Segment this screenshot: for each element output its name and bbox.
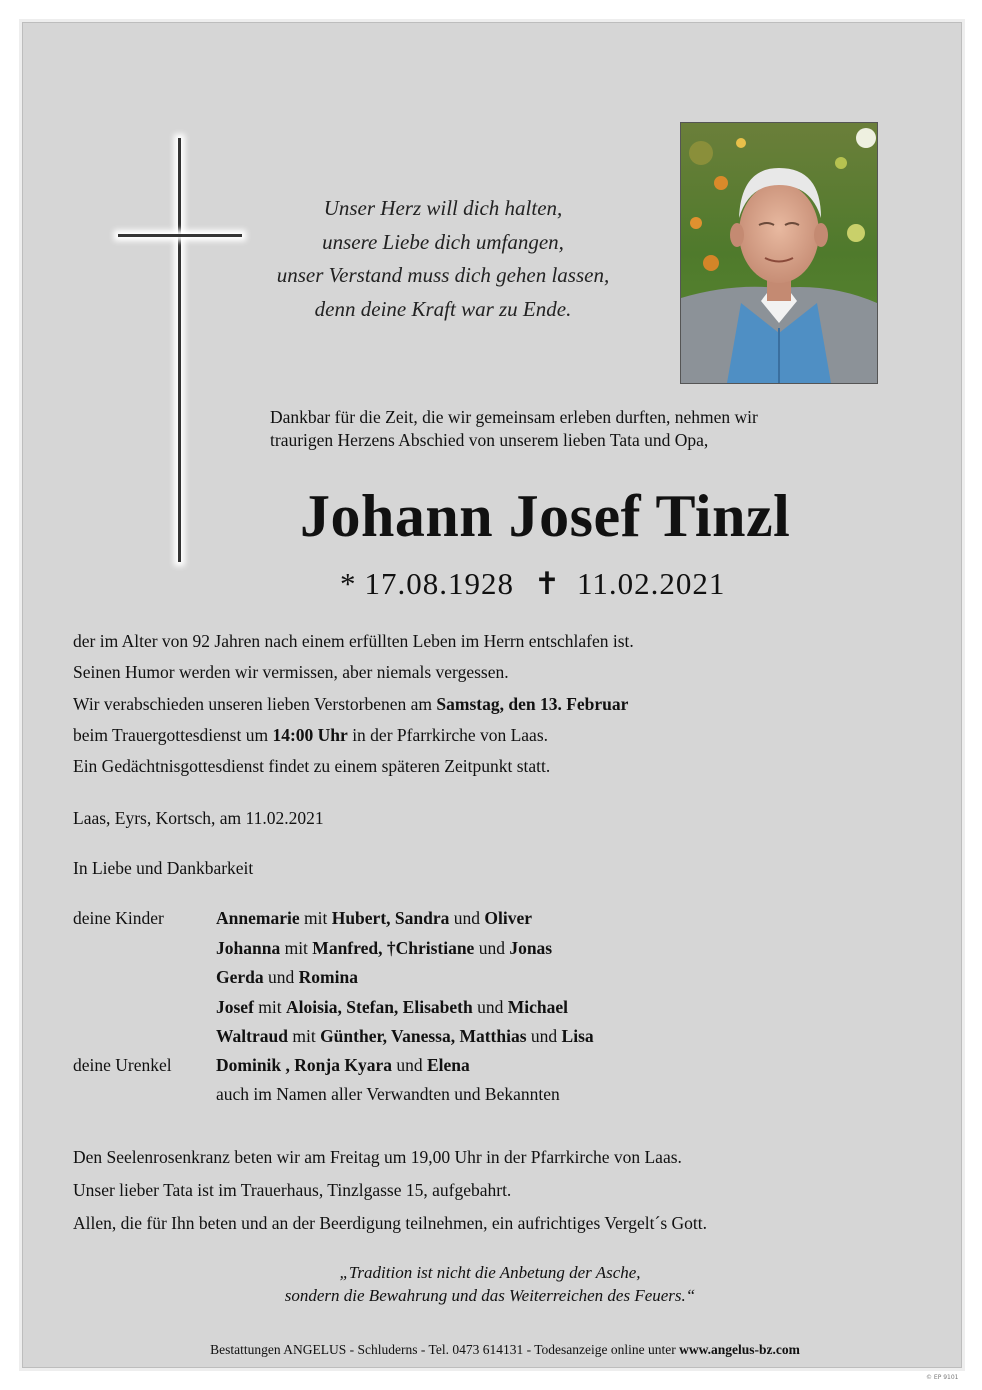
- closing-line: Den Seelenrosenkranz beten wir am Freitag um 19,00 Uhr in der Pfarrkirche von Laas.: [73, 1147, 682, 1167]
- children-label: deine Kinder: [73, 908, 164, 928]
- family-member-name: Hubert, Sandra: [331, 908, 450, 928]
- body-line: [73, 720, 893, 751]
- life-dates: [340, 566, 725, 602]
- family-line: [216, 1055, 470, 1076]
- deceased-name: Johann Josef Tinzl: [300, 483, 791, 549]
- intro-text: [270, 406, 870, 452]
- body-line: Seinen Humor werden wir vermissen, aber niemals vergessen.: [73, 662, 509, 683]
- family-member-name: Lisa: [561, 1026, 594, 1046]
- family-connector: und: [263, 967, 299, 987]
- birth-date: 17.08.1928: [364, 566, 514, 601]
- place-date: Laas, Eyrs, Kortsch, am 11.02.2021: [73, 808, 324, 828]
- death-date: 11.02.2021: [576, 566, 726, 601]
- family-connector: mit: [299, 908, 332, 928]
- family-member-name: Manfred, †Christiane: [312, 938, 475, 958]
- body-line: der im Alter von 92 Jahren nach einem erfüllten Leben im Herrn entschlafen ist.: [73, 631, 634, 651]
- poem-line: unsere Liebe dich umfangen,: [322, 229, 564, 254]
- body-text: in der Pfarrkirche von Laas.: [347, 724, 549, 745]
- family-member-name: Elena: [426, 1055, 470, 1075]
- quote-line: sondern die Bewahrung und das Weiterreichen des Feuers.“: [284, 1285, 696, 1305]
- body-text: Wir verabschieden unseren lieben Verstorbenen am: [73, 693, 437, 714]
- family-member-name: Romina: [298, 967, 358, 987]
- quote-line: „Tradition ist nicht die Anbetung der Asche,: [339, 1263, 641, 1282]
- body-line: [73, 689, 893, 720]
- death-cross-icon: ✝: [534, 566, 561, 601]
- family-connector: und: [474, 938, 510, 958]
- quote: [200, 1262, 780, 1307]
- family-line: [216, 967, 358, 988]
- poem: [230, 192, 656, 326]
- family-member-name: Waltraud: [216, 1026, 288, 1046]
- poem-line: Unser Herz will dich halten,: [323, 196, 563, 220]
- family-connector: mit: [253, 997, 286, 1017]
- footer-link[interactable]: www.angelus-bz.com: [679, 1342, 800, 1357]
- family-member-name: Josef: [216, 997, 254, 1017]
- body-line: Ein Gedächtnisgottesdienst findet zu einem späteren Zeitpunkt statt.: [73, 756, 551, 777]
- grandchildren-label: deine Urenkel: [73, 1055, 172, 1075]
- closing-line: Unser lieber Tata ist im Trauerhaus, Tinzlgasse 15, aufgebahrt.: [73, 1180, 512, 1200]
- cross-symbol: [118, 138, 242, 562]
- family-member-name: Dominik , Ronja Kyara: [216, 1055, 392, 1075]
- family-line: [216, 1026, 594, 1047]
- closing-line: Allen, die für Ihn beten und an der Beerdigung teilnehmen, ein aufrichtiges Vergelt´s Gott.: [73, 1213, 708, 1233]
- family-connector: und: [391, 1055, 427, 1075]
- poem-line: denn deine Kraft war zu Ende.: [314, 296, 572, 321]
- love-line: In Liebe und Dankbarkeit: [73, 858, 254, 878]
- copyright: © EP 9101: [926, 1374, 959, 1381]
- announcement-body: [73, 626, 893, 782]
- family-line: [216, 908, 532, 929]
- family-member-name: Michael: [507, 997, 568, 1017]
- family-member-name: Gerda: [216, 967, 264, 987]
- intro-line: traurigen Herzens Abschied von unserem lieben Tata und Opa,: [270, 430, 709, 450]
- birth-symbol: *: [340, 566, 357, 601]
- family-line: [216, 997, 568, 1018]
- family-connector: und: [449, 908, 485, 928]
- footer: [160, 1342, 850, 1358]
- family-member-name: Johanna: [216, 938, 281, 958]
- portrait-photo: [680, 122, 878, 384]
- funeral-time: 14:00 Uhr: [272, 724, 348, 745]
- funeral-date: Samstag, den 13. Februar: [436, 693, 629, 714]
- body-text: beim Trauergottesdienst um: [73, 724, 273, 745]
- family-connector: mit: [280, 938, 313, 958]
- family-member-name: Annemarie: [216, 908, 300, 928]
- family-line: [216, 938, 552, 959]
- family-connector: mit: [287, 1026, 321, 1046]
- family-connector: und: [526, 1026, 562, 1046]
- relatives-line: auch im Namen aller Verwandten und Bekannten: [216, 1084, 560, 1104]
- closing-text: [73, 1141, 893, 1240]
- family-member-name: Aloisia, Stefan, Elisabeth: [286, 997, 473, 1017]
- family-member-name: Oliver: [484, 908, 532, 928]
- family-member-name: Jonas: [509, 938, 553, 958]
- family-connector: und: [472, 997, 508, 1017]
- intro-line: Dankbar für die Zeit, die wir gemeinsam erleben durften, nehmen wir: [270, 407, 758, 427]
- footer-text: Bestattungen ANGELUS - Schluderns - Tel. 0473 614131 - Todesanzeige online unter: [210, 1342, 680, 1357]
- poem-line: unser Verstand muss dich gehen lassen,: [276, 263, 610, 287]
- family-member-name: Günther, Vanessa, Matthias: [320, 1026, 527, 1046]
